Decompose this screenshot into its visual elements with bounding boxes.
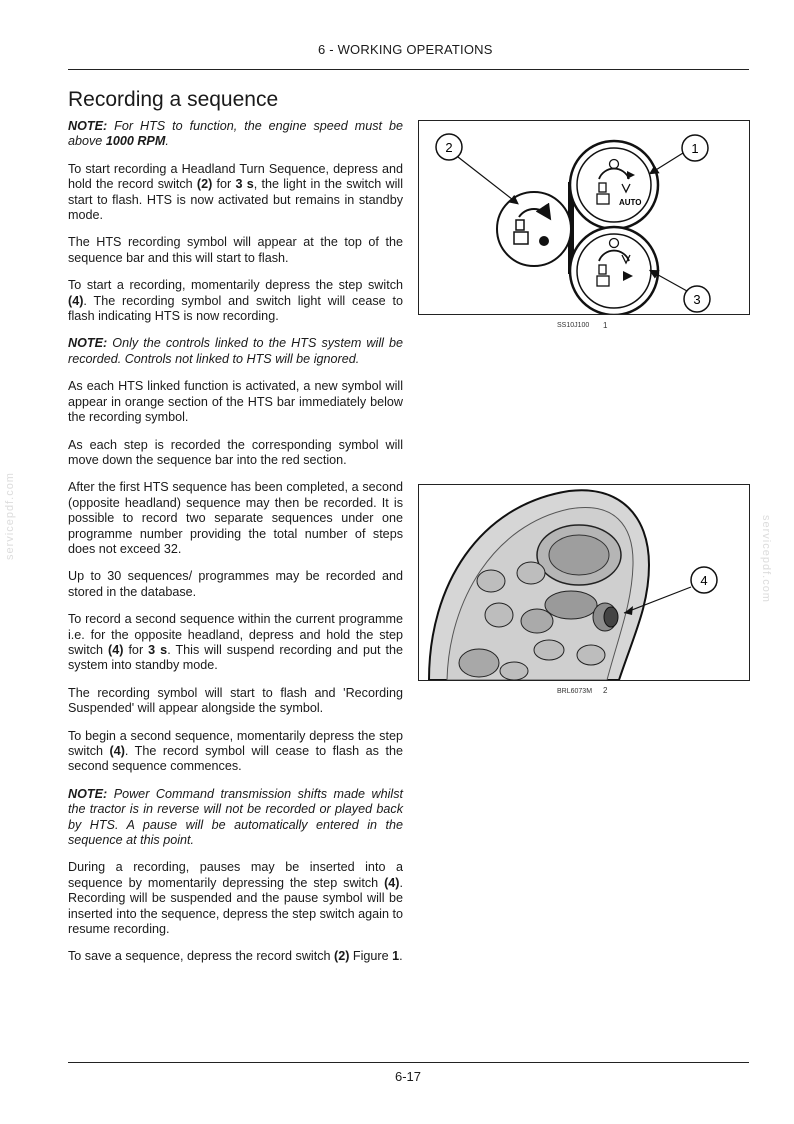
paragraph-text: . (165, 134, 169, 149)
record-switch-icon (497, 192, 571, 266)
step-switch-icon (570, 227, 658, 314)
callout-2 (436, 134, 517, 203)
body-paragraph (68, 729, 403, 775)
body-paragraph (68, 480, 403, 557)
emphasis-text: (2) (334, 949, 350, 964)
auto-switch-icon (570, 141, 658, 229)
figure-1 (418, 120, 750, 315)
paragraph-text: To start recording a Headland Turn Sequence, depress and hold the record switch (68, 161, 403, 192)
emphasis-text: (2) (196, 177, 213, 192)
note-paragraph (68, 119, 403, 150)
callout-3 (651, 271, 710, 312)
paragraph-text: . (399, 949, 403, 964)
body-paragraph (68, 612, 403, 674)
paragraph-text: To start a recording, momentarily depress the step switch (68, 278, 403, 293)
emphasis-text: 1 (392, 949, 400, 964)
emphasis-text: 3 s (235, 177, 254, 192)
paragraph-text: During a recording, pauses may be inserted into a sequence by momentarily depressing the step switch (68, 860, 403, 890)
body-paragraph (68, 860, 403, 937)
emphasis-text: 3 s (148, 642, 168, 657)
note-label: NOTE: (68, 119, 108, 133)
paragraph-text: . Recording will be suspended and the pause symbol will be inserted into the sequence, depress the step switch again to resume recording. (68, 875, 403, 937)
emphasis-text: 1000 RPM (105, 134, 166, 149)
paragraph-text: . The record symbol will cease to flash as the second sequence commences. (68, 744, 403, 774)
note-paragraph (68, 336, 403, 367)
body-text (68, 119, 403, 977)
paragraph-text: . This will suspend recording and put the system into standby mode. (68, 642, 403, 673)
svg-text:2: 2 (445, 140, 453, 155)
figure-1-number: 1 (603, 321, 608, 330)
body-paragraph (68, 278, 403, 324)
watermark-left: servicepdf.com (4, 472, 16, 560)
svg-text:1: 1 (691, 141, 699, 156)
paragraph-text: To save a sequence, depress the record switch (68, 949, 335, 964)
paragraph-text: After the first HTS sequence has been completed, a second (opposite headland) sequence may then be recorded. It is possible to record two separate sequences under one programme number providing the total number of steps does not exceed 32. (68, 480, 403, 556)
note-paragraph (68, 787, 403, 849)
header-rule (68, 69, 749, 70)
paragraph-text: The HTS recording symbol will appear at the top of the sequence bar and this will start to flash. (68, 235, 403, 265)
emphasis-text: (4) (384, 875, 400, 890)
body-paragraph (68, 379, 403, 425)
paragraph-text: To record a second sequence within the current programme i.e. for the opposite headland, depress and hold the step switch (68, 612, 403, 657)
figure-2 (418, 484, 750, 681)
page-title: Recording a sequence (68, 88, 279, 111)
note-label: NOTE: (68, 786, 108, 801)
body-paragraph (68, 235, 403, 266)
paragraph-text: Power Command transmission shifts made whilst the tractor is in reverse will not be recorded or played back by HTS. A pause will be automatically entered in the sequence at this point. (68, 786, 404, 848)
figure-2-number: 2 (603, 686, 608, 695)
paragraph-text: for (212, 177, 236, 192)
body-paragraph (68, 438, 403, 469)
figure-2-code: BRL6073M (557, 688, 593, 695)
page-header (0, 42, 794, 62)
emphasis-text: (4) (108, 642, 124, 657)
paragraph-text: As each HTS linked function is activated, a new symbol will appear in orange section of the HTS bar immediately below the recording symbol. (68, 379, 403, 425)
paragraph-text: Only the controls linked to the HTS system will be recorded. Controls not linked to HTS will be ignored. (68, 336, 403, 366)
body-paragraph (68, 686, 403, 717)
paragraph-text: . The recording symbol and switch light will cease to flash indicating HTS is now recording. (68, 293, 403, 324)
figure-1-code: SS10J100 (557, 322, 590, 329)
paragraph-text: for (123, 642, 149, 657)
body-paragraph (68, 162, 403, 224)
emphasis-text: (4) (109, 744, 125, 758)
svg-text:3: 3 (693, 292, 701, 307)
svg-text:4: 4 (700, 573, 708, 588)
paragraph-text: The recording symbol will start to flash and 'Recording Suspended' will appear alongside the symbol. (68, 685, 403, 716)
note-label: NOTE: (68, 336, 108, 351)
section-title: 6 - WORKING OPERATIONS (318, 42, 493, 57)
svg-text:AUTO: AUTO (619, 198, 642, 207)
paragraph-text: , the light in the switch will start to flash. HTS is now activated but remains in standby mode. (68, 177, 404, 223)
paragraph-text: To begin a second sequence, momentarily depress the step switch (68, 728, 403, 758)
body-paragraph (68, 949, 403, 964)
paragraph-text: Figure (349, 949, 393, 964)
watermark-right: servicepdf.com (760, 515, 772, 603)
paragraph-text: For HTS to function, the engine speed must be above (68, 119, 403, 149)
paragraph-text: Up to 30 sequences/ programmes may be recorded and stored in the database. (68, 569, 403, 599)
footer-rule (68, 1062, 749, 1063)
switch-diagram (419, 121, 749, 314)
callout-1 (651, 135, 708, 173)
page-number: 6-17 (395, 1069, 422, 1084)
emphasis-text: (4) (68, 293, 84, 308)
body-paragraph (68, 569, 403, 600)
armrest-panel-photo (419, 485, 749, 680)
paragraph-text: As each step is recorded the corresponding symbol will move down the sequence bar into the red section. (68, 437, 403, 467)
